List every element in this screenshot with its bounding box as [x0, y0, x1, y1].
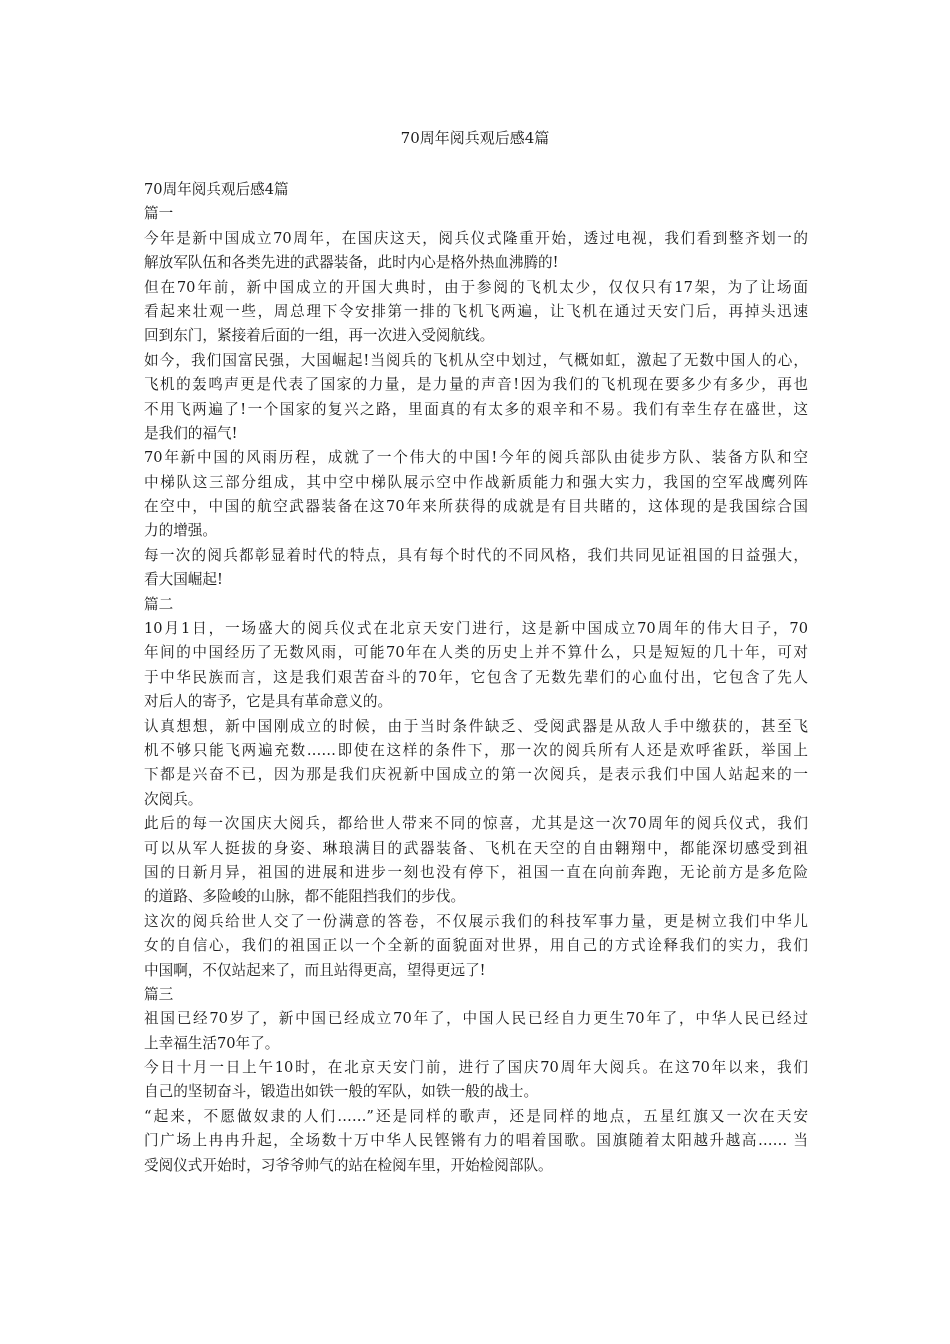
text-line: 每一次的阅兵都彰显着时代的特点，具有每个时代的不同风格，我们共同见证祖国的日益强大， [144, 546, 808, 564]
text-line: 中国啊，不仅站起来了，而且站得更高，望得更远了! [144, 961, 486, 979]
text-line: 中梯队这三部分组成，其中空中梯队展示空中作战新质能力和强大实力，我国的空军战鹰列阵 [144, 473, 808, 491]
text-line: 飞机的轰鸣声更是代表了国家的力量，是力量的声音!因为我们的飞机现在要多少有多少，再也 [144, 376, 808, 394]
text-line: 这次的阅兵给世人交了一份满意的答卷，不仅展示我们的科技军事力量，更是树立我们中华儿 [144, 912, 808, 930]
text-line: 于中华民族而言，这是我们艰苦奋斗的70年，它包含了无数先辈们的心血付出，它包含了先人 [144, 668, 808, 686]
text-line: 国的日新月异，祖国的进展和进步一刻也没有停下，祖国一直在向前奔跑，无论前方是多危险 [144, 863, 808, 881]
text-line: 回到东门，紧接着后面的一组，再一次进入受阅航线。 [144, 327, 495, 345]
text-line: 的道路、多险峻的山脉，都不能阻挡我们的步伐。 [144, 888, 466, 906]
text-line: 解放军队伍和各类先进的武器装备，此时内心是格外热血沸腾的! [144, 254, 559, 272]
text-line: 次阅兵。 [144, 790, 203, 808]
text-line: 门广场上冉冉升起，全场数十万中华人民铿锵有力的唱着国歌。国旗随着太阳越升越高…… 当 [144, 1132, 808, 1150]
text-line: 受阅仪式开始时，习爷爷帅气的站在检阅车里，开始检阅部队。 [144, 1156, 553, 1174]
text-line: 如今，我们国富民强，大国崛起!当阅兵的飞机从空中划过，气概如虹，激起了无数中国人的心， [144, 351, 808, 369]
text-line: 下都是兴奋不已，因为那是我们庆祝新中国成立的第一次阅兵，是表示我们中国人站起来的一 [144, 766, 808, 784]
text-line: 力的增强。 [144, 522, 217, 540]
text-line: 机不够只能飞两遍充数……即使在这样的条件下，那一次的阅兵所有人还是欢呼雀跃，举国上 [144, 741, 808, 759]
text-line: 自己的坚韧奋斗，锻造出如铁一般的军队，如铁一般的战士。 [144, 1083, 539, 1101]
text-line: 今年是新中国成立70周年，在国庆这天，阅兵仪式隆重开始，透过电视，我们看到整齐划一的 [144, 229, 808, 247]
text-line: 看大国崛起! [144, 571, 223, 589]
text-line: 篇二 [144, 595, 174, 613]
text-line: 女的自信心，我们的祖国正以一个全新的面貌面对世界，用自己的方式诠释我们的实力，我们 [144, 937, 808, 955]
text-line: 祖国已经70岁了，新中国已经成立70年了，中国人民已经自力更生70年了，中华人民已经过 [144, 1010, 808, 1028]
text-line: 可以从军人挺拔的身姿、琳琅满目的武器装备、飞机在天空的自由翱翔中，都能深切感受到祖 [144, 839, 808, 857]
text-line: 篇三 [144, 985, 174, 1003]
text-line: 篇一 [144, 205, 174, 223]
text-line: 是我们的福气! [144, 424, 238, 442]
text-line: 不用飞两遍了!一个国家的复兴之路，里面真的有太多的艰辛和不易。我们有幸生存在盛世，这 [144, 400, 808, 418]
text-line: 在空中，中国的航空武器装备在这70年来所获得的成就是有目共睹的，这体现的是我国综合国 [144, 498, 808, 516]
text-line: 此后的每一次国庆大阅兵，都给世人带来不同的惊喜，尤其是这一次70周年的阅兵仪式，我们 [144, 815, 808, 833]
text-line: 今日十月一日上午10时，在北京天安门前，进行了国庆70周年大阅兵。在这70年以来，我们 [144, 1059, 808, 1077]
document-body [144, 178, 808, 1178]
text-line: “起来，不愿做奴隶的人们……”还是同样的歌声，还是同样的地点，五星红旗又一次在天安 [144, 1107, 808, 1125]
text-line: 70周年阅兵观后感4篇 [144, 181, 289, 198]
text-line: 看起来壮观一些，周总理下令安排第一排的飞机飞两遍，让飞机在通过天安门后，再掉头迅速 [144, 302, 808, 320]
text-line: 10月1日，一场盛大的阅兵仪式在北京天安门进行，这是新中国成立70周年的伟大日子，70 [144, 620, 808, 638]
document-title: 70周年阅兵观后感4篇 [400, 129, 550, 147]
text-line: 上幸福生活70年了。 [144, 1034, 280, 1052]
text-line: 70年新中国的风雨历程，成就了一个伟大的中国!今年的阅兵部队由徒步方队、装备方队和空 [144, 449, 808, 467]
text-line: 但在70年前，新中国成立的开国大典时，由于参阅的飞机太少，仅仅只有17架，为了让场面 [144, 278, 808, 296]
text-line: 认真想想，新中国刚成立的时候，由于当时条件缺乏、受阅武器是从敌人手中缴获的，甚至飞 [144, 717, 808, 735]
text-line: 年间的中国经历了无数风雨，可能70年在人类的历史上并不算什么，只是短短的几十年，可对 [144, 644, 808, 662]
text-line: 对后人的寄予，它是具有革命意义的。 [144, 693, 393, 711]
